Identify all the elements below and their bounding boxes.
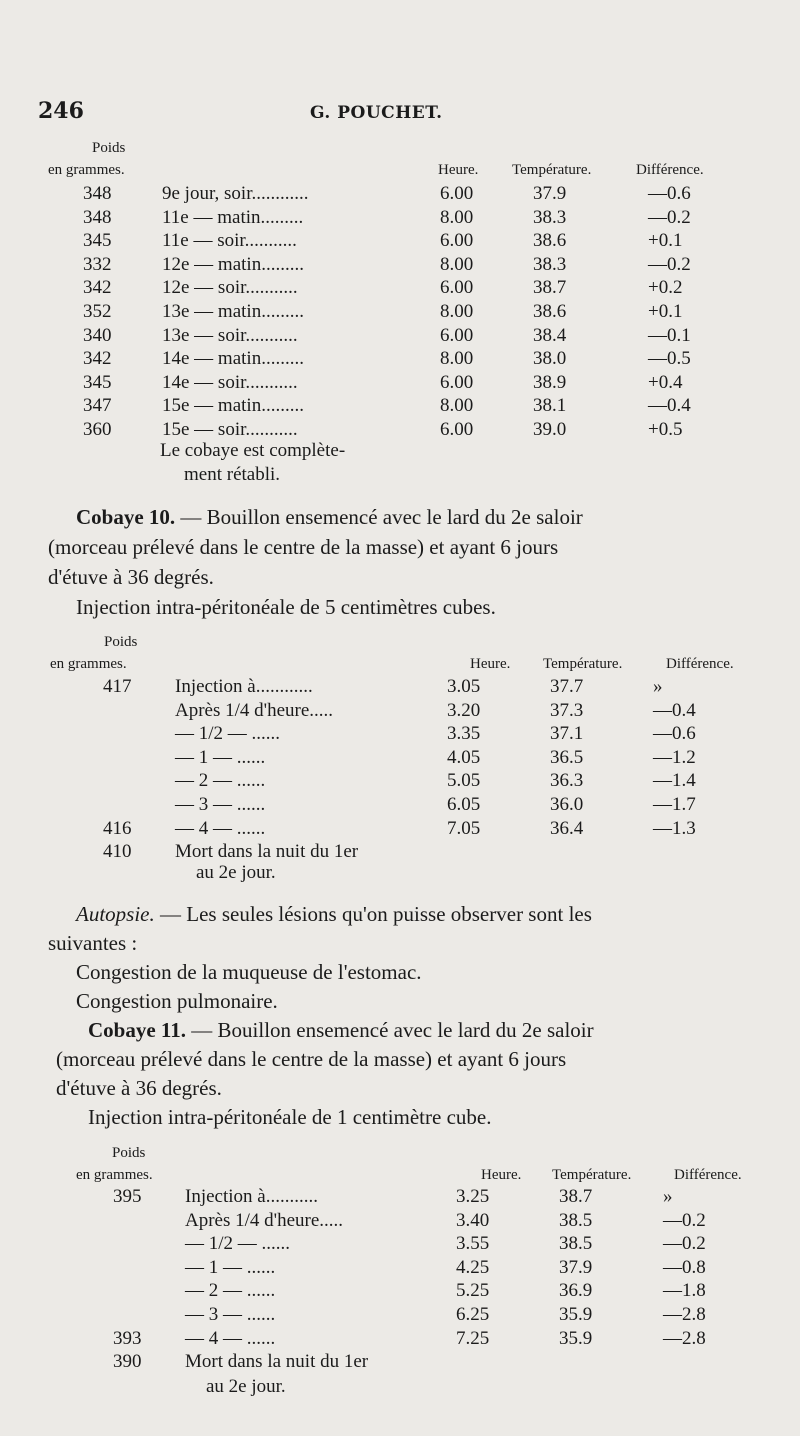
table1-cell-difference: —0.6 (648, 183, 691, 204)
cobaye10-line1-text: — Bouillon ensemencé avec le lard du 2e saloir (175, 505, 583, 529)
table1-cell-weight: 342 (83, 348, 112, 370)
table1-row (0, 372, 800, 398)
table2-row (0, 700, 800, 726)
autopsie-line1 (76, 902, 592, 927)
cobaye11-line1-text: — Bouillon ensemencé avec le lard du 2e saloir (186, 1018, 594, 1042)
table3-row (0, 1304, 800, 1330)
cobaye10-paragraph-line3: d'étuve à 36 degrés. (48, 565, 214, 589)
table1-cell-temperature: 38.6 (533, 230, 567, 252)
table3-cell-temperature: 36.9 (559, 1280, 593, 1302)
table1-cell-description: 14e — matin......... (162, 348, 304, 370)
table1-cell-hour: 8.00 (440, 348, 474, 370)
table1-cell-difference: +0.2 (648, 277, 683, 299)
table2-row (0, 818, 800, 844)
table2-cell-description: — 1/2 — ...... (175, 723, 281, 745)
table3-hour-header: Heure. (481, 1167, 522, 1183)
table1-hour-header: Heure. (438, 162, 479, 178)
table1-cell-description: 13e — soir........... (162, 324, 298, 346)
table3-cell-description: — 3 — ...... (185, 1304, 276, 1325)
table1-row (0, 254, 800, 280)
table1-cell-difference: —0.5 (648, 348, 691, 370)
cobaye10-paragraph-line2: (morceau prélevé dans le centre de la masse) et ayant 6 jours (48, 535, 559, 559)
table2-cell-temperature: 36.0 (550, 794, 584, 815)
table1-row (0, 419, 800, 445)
table3-cell-description: — 4 — ...... (185, 1327, 276, 1349)
table1-cell-description: 13e — matin......... (162, 301, 304, 322)
table1-cell-hour: 6.00 (440, 419, 474, 440)
autopsie-label: Autopsie. (76, 902, 155, 926)
table2-cell-temperature: 37.3 (550, 699, 584, 721)
table1-cell-description: 11e — matin......... (162, 206, 304, 228)
table1-cell-hour: 6.00 (440, 277, 474, 299)
table3-cell-hour: 3.25 (456, 1186, 490, 1207)
table3-cell-description: — 1 — ...... (185, 1256, 276, 1278)
table1-diff-header: Différence. (636, 162, 704, 178)
table3-cell-temperature: 38.5 (559, 1209, 593, 1231)
table2-cell-difference: —0.4 (653, 699, 696, 721)
table3-cell-difference: —0.2 (663, 1233, 706, 1255)
table2-cell-description: — 1 — ...... (175, 746, 266, 768)
table2-cell-difference: —0.6 (653, 723, 696, 745)
table3-cell-temperature: 38.7 (559, 1186, 593, 1207)
table1-cell-temperature: 39.0 (533, 419, 567, 440)
cobaye11-title: Cobaye 11. (88, 1018, 187, 1042)
table3-cell-difference: —0.2 (663, 1209, 706, 1231)
table2-cell-difference: —1.2 (653, 746, 696, 768)
table2-row (0, 723, 800, 749)
table1-cell-hour: 8.00 (440, 206, 474, 228)
running-title: G. POUCHET. (310, 103, 443, 123)
table1-cell-weight: 345 (83, 371, 112, 393)
table3-cell-difference: —2.8 (663, 1304, 706, 1325)
table3-row (0, 1233, 800, 1259)
table3-cell-description: — 1/2 — ...... (185, 1233, 291, 1255)
table2-cell-temperature: 36.5 (550, 746, 584, 768)
table2-weight-header-2: en grammes. (50, 656, 127, 672)
table3-cell-weight: 393 (113, 1327, 142, 1349)
table2-cell-hour: 6.05 (447, 794, 481, 815)
table2-cell-description: — 2 — ...... (175, 770, 266, 792)
table1-cell-temperature: 38.4 (533, 324, 567, 346)
table2-cell-hour: 3.20 (447, 699, 481, 721)
table1-cell-description: 15e — matin......... (162, 395, 304, 417)
table1-weight-header-2: en grammes. (48, 162, 125, 178)
table2-cell-temperature: 37.1 (550, 723, 584, 745)
cobaye11-paragraph-line2: (morceau prélevé dans le centre de la masse) et ayant 6 jours (56, 1047, 567, 1071)
table1-row (0, 325, 800, 351)
autopsie-line2: suivantes : (48, 931, 138, 955)
table2-cell-description: Mort dans la nuit du 1er (175, 841, 359, 863)
table1-cell-temperature: 38.9 (533, 371, 567, 393)
table1-cell-temperature: 38.3 (533, 253, 567, 275)
table3-row (0, 1328, 800, 1354)
table2-weight-header-1: Poids (104, 634, 138, 650)
table1-cell-description: 15e — soir........... (162, 419, 298, 440)
table3-row (0, 1257, 800, 1283)
table1-cell-hour: 6.00 (440, 324, 474, 346)
table1-cell-weight: 360 (83, 419, 112, 440)
table1-row (0, 207, 800, 233)
table1-cell-weight: 348 (83, 206, 112, 228)
table2-cell-hour: 3.05 (447, 676, 481, 697)
table1-cell-difference: +0.1 (648, 301, 683, 322)
table1-cell-hour: 8.00 (440, 253, 474, 275)
table3-cell-temperature: 38.5 (559, 1233, 593, 1255)
table1-cell-description: 12e — matin......... (162, 253, 304, 275)
table1-cell-weight: 347 (83, 395, 112, 417)
table1-cell-weight: 348 (83, 183, 112, 204)
table1-cell-temperature: 38.6 (533, 301, 567, 322)
page-number: 246 (38, 98, 84, 124)
table3-cell-hour: 3.40 (456, 1209, 490, 1231)
table1-cell-temperature: 38.1 (533, 395, 567, 417)
table3-weight-header-1: Poids (112, 1145, 146, 1161)
table3-cell-hour: 5.25 (456, 1280, 490, 1302)
table3-cell-description: Injection à........... (185, 1186, 318, 1207)
table3-cell-temperature: 35.9 (559, 1327, 593, 1349)
table2-row (0, 747, 800, 773)
table1-cell-description: 11e — soir........... (162, 230, 297, 252)
table3-cell-temperature: 37.9 (559, 1256, 593, 1278)
table3-note: au 2e jour. (206, 1376, 286, 1397)
table3-cell-description: Après 1/4 d'heure..... (185, 1209, 344, 1231)
table3-diff-header: Différence. (674, 1167, 742, 1183)
table2-row (0, 841, 800, 867)
table3-cell-weight: 395 (113, 1186, 142, 1207)
table1-row (0, 230, 800, 256)
table3-cell-difference: » (663, 1186, 673, 1207)
autopsie-line1-text: — Les seules lésions qu'on puisse observer sont les (154, 902, 592, 926)
table2-cell-difference: —1.3 (653, 817, 696, 839)
table1-cell-temperature: 38.3 (533, 206, 567, 228)
table1-note-line2: ment rétabli. (184, 464, 281, 485)
table2-cell-hour: 3.35 (447, 723, 481, 745)
table2-cell-weight: 410 (103, 841, 132, 863)
table3-cell-description: Mort dans la nuit du 1er (185, 1351, 369, 1373)
cobaye10-paragraph-line1 (76, 505, 583, 530)
table1-cell-weight: 352 (83, 301, 112, 322)
table1-cell-hour: 6.00 (440, 230, 474, 252)
table1-cell-weight: 345 (83, 230, 112, 252)
table1-cell-temperature: 37.9 (533, 183, 567, 204)
table3-row (0, 1186, 800, 1212)
table2-cell-description: — 4 — ...... (175, 817, 266, 839)
table2-row (0, 676, 800, 702)
table1-cell-temperature: 38.0 (533, 348, 567, 370)
cobaye11-paragraph-line4: Injection intra-péritonéale de 1 centimètre cube. (88, 1105, 492, 1129)
cobaye10-paragraph-line4: Injection intra-péritonéale de 5 centimètres cubes. (76, 595, 496, 619)
autopsie-line4: Congestion pulmonaire. (76, 989, 278, 1013)
table1-row (0, 301, 800, 327)
table1-cell-difference: +0.5 (648, 419, 683, 440)
table1-cell-weight: 342 (83, 277, 112, 299)
table3-row (0, 1280, 800, 1306)
table3-cell-weight: 390 (113, 1351, 142, 1373)
table2-cell-description: — 3 — ...... (175, 794, 266, 815)
autopsie-line3: Congestion de la muqueuse de l'estomac. (76, 960, 422, 984)
table3-cell-difference: —2.8 (663, 1327, 706, 1349)
table3-cell-difference: —0.8 (663, 1256, 706, 1278)
table2-note: au 2e jour. (196, 862, 276, 883)
table3-cell-difference: —1.8 (663, 1280, 706, 1302)
table1-cell-difference: —0.4 (648, 395, 691, 417)
table1-cell-hour: 6.00 (440, 183, 474, 204)
table1-row (0, 395, 800, 421)
table1-cell-temperature: 38.7 (533, 277, 567, 299)
table1-note-line1: Le cobaye est complète- (160, 440, 346, 461)
table3-temp-header: Température. (552, 1167, 632, 1183)
table2-cell-difference: —1.7 (653, 794, 696, 815)
table1-temp-header: Température. (512, 162, 592, 178)
table3-cell-temperature: 35.9 (559, 1304, 593, 1325)
table3-row (0, 1210, 800, 1236)
table1-cell-hour: 8.00 (440, 395, 474, 417)
cobaye11-paragraph-line3: d'étuve à 36 degrés. (56, 1076, 222, 1100)
table3-cell-hour: 4.25 (456, 1256, 490, 1278)
table2-cell-hour: 7.05 (447, 817, 481, 839)
cobaye11-paragraph-line1 (88, 1018, 594, 1043)
table2-cell-description: Injection à............ (175, 676, 313, 697)
table2-cell-hour: 5.05 (447, 770, 481, 792)
table1-cell-difference: —0.1 (648, 324, 691, 346)
table3-weight-header-2: en grammes. (76, 1167, 153, 1183)
table3-cell-hour: 7.25 (456, 1327, 490, 1349)
table3-cell-hour: 6.25 (456, 1304, 490, 1325)
table2-cell-weight: 416 (103, 817, 132, 839)
table1-cell-difference: —0.2 (648, 253, 691, 275)
table1-cell-weight: 332 (83, 253, 112, 275)
table2-cell-hour: 4.05 (447, 746, 481, 768)
table3-cell-hour: 3.55 (456, 1233, 490, 1255)
table2-row (0, 794, 800, 820)
table1-cell-description: 12e — soir........... (162, 277, 298, 299)
table2-cell-description: Après 1/4 d'heure..... (175, 699, 334, 721)
table1-cell-hour: 8.00 (440, 301, 474, 322)
table2-hour-header: Heure. (470, 656, 511, 672)
table1-cell-difference: +0.1 (648, 230, 683, 252)
table1-row (0, 277, 800, 303)
table2-temp-header: Température. (543, 656, 623, 672)
table1-cell-hour: 6.00 (440, 371, 474, 393)
table2-cell-temperature: 37.7 (550, 676, 584, 697)
table1-row (0, 183, 800, 209)
table2-cell-temperature: 36.4 (550, 817, 584, 839)
table1-weight-header-1: Poids (92, 140, 126, 156)
table1-cell-description: 14e — soir........... (162, 371, 298, 393)
cobaye10-title: Cobaye 10. (76, 505, 176, 529)
table2-cell-weight: 417 (103, 676, 132, 697)
table1-cell-difference: —0.2 (648, 206, 691, 228)
table3-row (0, 1351, 800, 1377)
table1-cell-description: 9e jour, soir............ (162, 183, 309, 204)
table2-cell-difference: » (653, 676, 663, 697)
table1-row (0, 348, 800, 374)
table2-cell-difference: —1.4 (653, 770, 696, 792)
table3-cell-description: — 2 — ...... (185, 1280, 276, 1302)
table1-cell-difference: +0.4 (648, 371, 683, 393)
table2-row (0, 770, 800, 796)
table2-diff-header: Différence. (666, 656, 734, 672)
table1-cell-weight: 340 (83, 324, 112, 346)
table2-cell-temperature: 36.3 (550, 770, 584, 792)
